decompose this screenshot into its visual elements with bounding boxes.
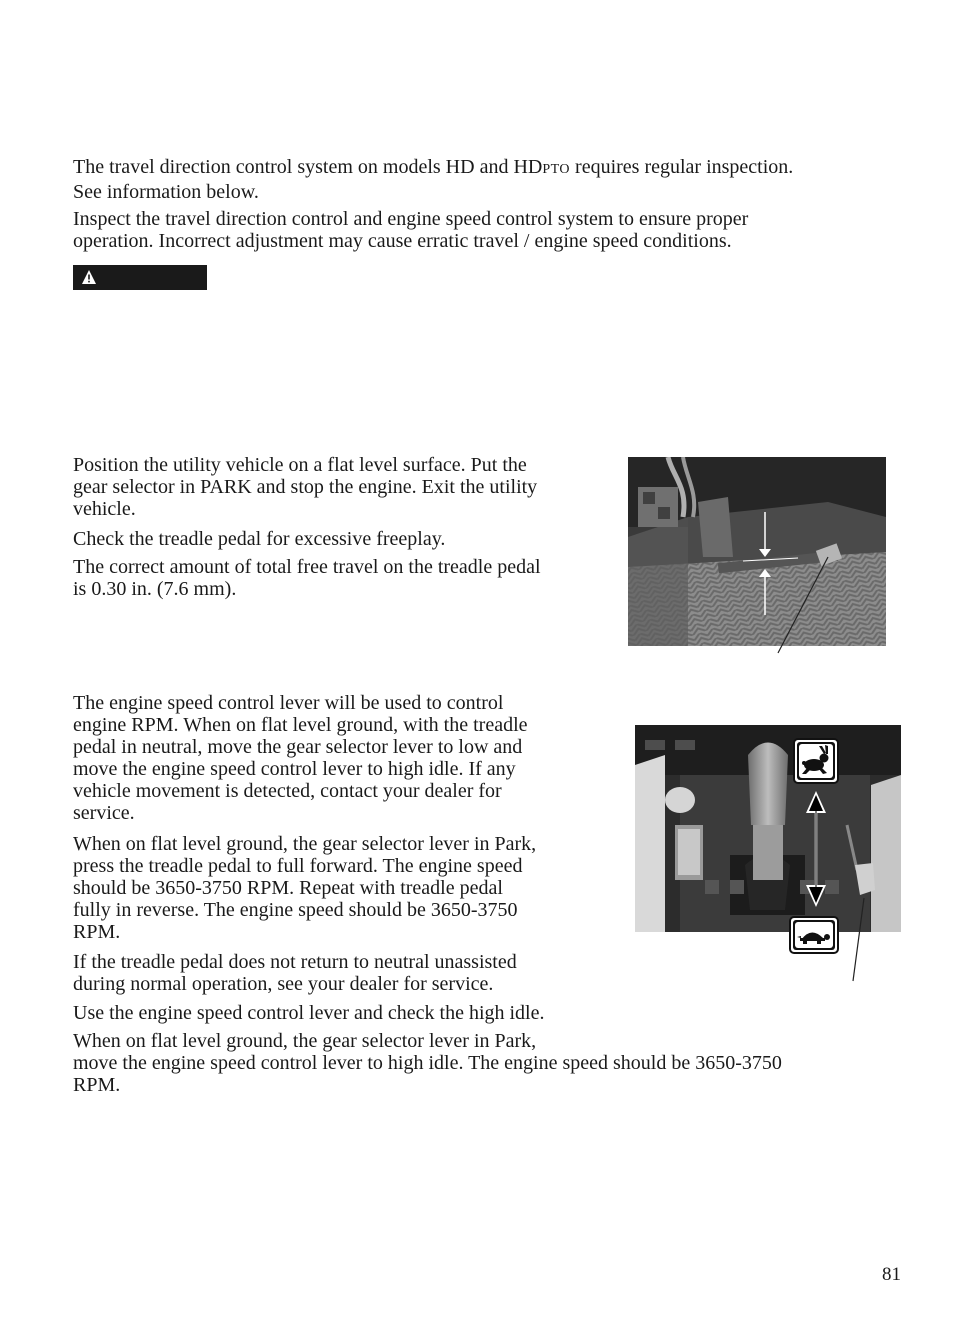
- engine-text: service.: [73, 802, 135, 824]
- engine-text: If the treadle pedal does not return to neutral unassisted: [73, 951, 517, 973]
- engine-paragraph-5: [73, 1030, 782, 1096]
- engine-paragraph-1: [73, 692, 528, 824]
- treadle-pedal-photo: [628, 457, 886, 646]
- engine-text: RPM.: [73, 921, 121, 943]
- treadle-text: gear selector in PARK and stop the engine. Exit the utility: [73, 476, 538, 498]
- engine-text: When on flat level ground, the gear selector lever in Park,: [73, 833, 537, 855]
- engine-text: press the treadle pedal to full forward. The engine speed: [73, 855, 523, 877]
- page-number: 81: [882, 1264, 901, 1285]
- warning-triangle-icon: [81, 269, 97, 285]
- rabbit-icon: [793, 738, 839, 784]
- engine-text: move the engine speed control lever to high idle. If any: [73, 758, 516, 780]
- intro-text: See information below.: [73, 181, 259, 203]
- engine-text: pedal in neutral, move the gear selector lever to low and: [73, 736, 523, 758]
- engine-text: The engine speed control lever will be used to control: [73, 692, 504, 714]
- warning-label-bar: [73, 265, 207, 290]
- intro-paragraph-1: [73, 156, 793, 203]
- intro-text: operation. Incorrect adjustment may cause erratic travel / engine speed conditions.: [73, 230, 732, 252]
- treadle-paragraph-1: [73, 454, 537, 520]
- engine-paragraph-3: [73, 951, 517, 995]
- engine-text: vehicle movement is detected, contact your dealer for: [73, 780, 502, 802]
- engine-text: RPM.: [73, 1074, 121, 1096]
- intro-text: The travel direction control system on models HD and HD: [73, 156, 543, 178]
- engine-paragraph-4: [73, 1002, 545, 1024]
- treadle-text: vehicle.: [73, 498, 136, 520]
- treadle-text: Position the utility vehicle on a flat level surface. Put the: [73, 454, 527, 476]
- engine-paragraph-2: [73, 833, 536, 943]
- intro-paragraph-2: [73, 208, 748, 252]
- intro-text: Inspect the travel direction control and engine speed control system to ensure proper: [73, 208, 749, 230]
- engine-text: fully in reverse. The engine speed should be 3650-3750: [73, 899, 518, 921]
- engine-text: during normal operation, see your dealer for service.: [73, 973, 494, 995]
- engine-speed-lever-photo: [635, 725, 901, 932]
- treadle-paragraph-2: [73, 528, 445, 550]
- engine-text: move the engine speed control lever to high idle. The engine speed should be 3650-3750: [73, 1052, 782, 1074]
- treadle-text: The correct amount of total free travel on the treadle pedal: [73, 556, 541, 578]
- engine-text: Use the engine speed control lever and check the high idle.: [73, 1002, 545, 1024]
- intro-text: requires regular inspection.: [570, 156, 794, 178]
- treadle-text: is 0.30 in. (7.6 mm).: [73, 578, 237, 600]
- engine-text: When on flat level ground, the gear selector lever in Park,: [73, 1030, 537, 1052]
- engine-text: should be 3650-3750 RPM. Repeat with treadle pedal: [73, 877, 503, 899]
- treadle-paragraph-3: [73, 556, 541, 600]
- engine-text: engine RPM. When on flat level ground, with the treadle: [73, 714, 528, 736]
- treadle-text: Check the treadle pedal for excessive freeplay.: [73, 528, 446, 550]
- turtle-icon: [789, 916, 839, 954]
- model-subscript: PTO: [542, 162, 571, 177]
